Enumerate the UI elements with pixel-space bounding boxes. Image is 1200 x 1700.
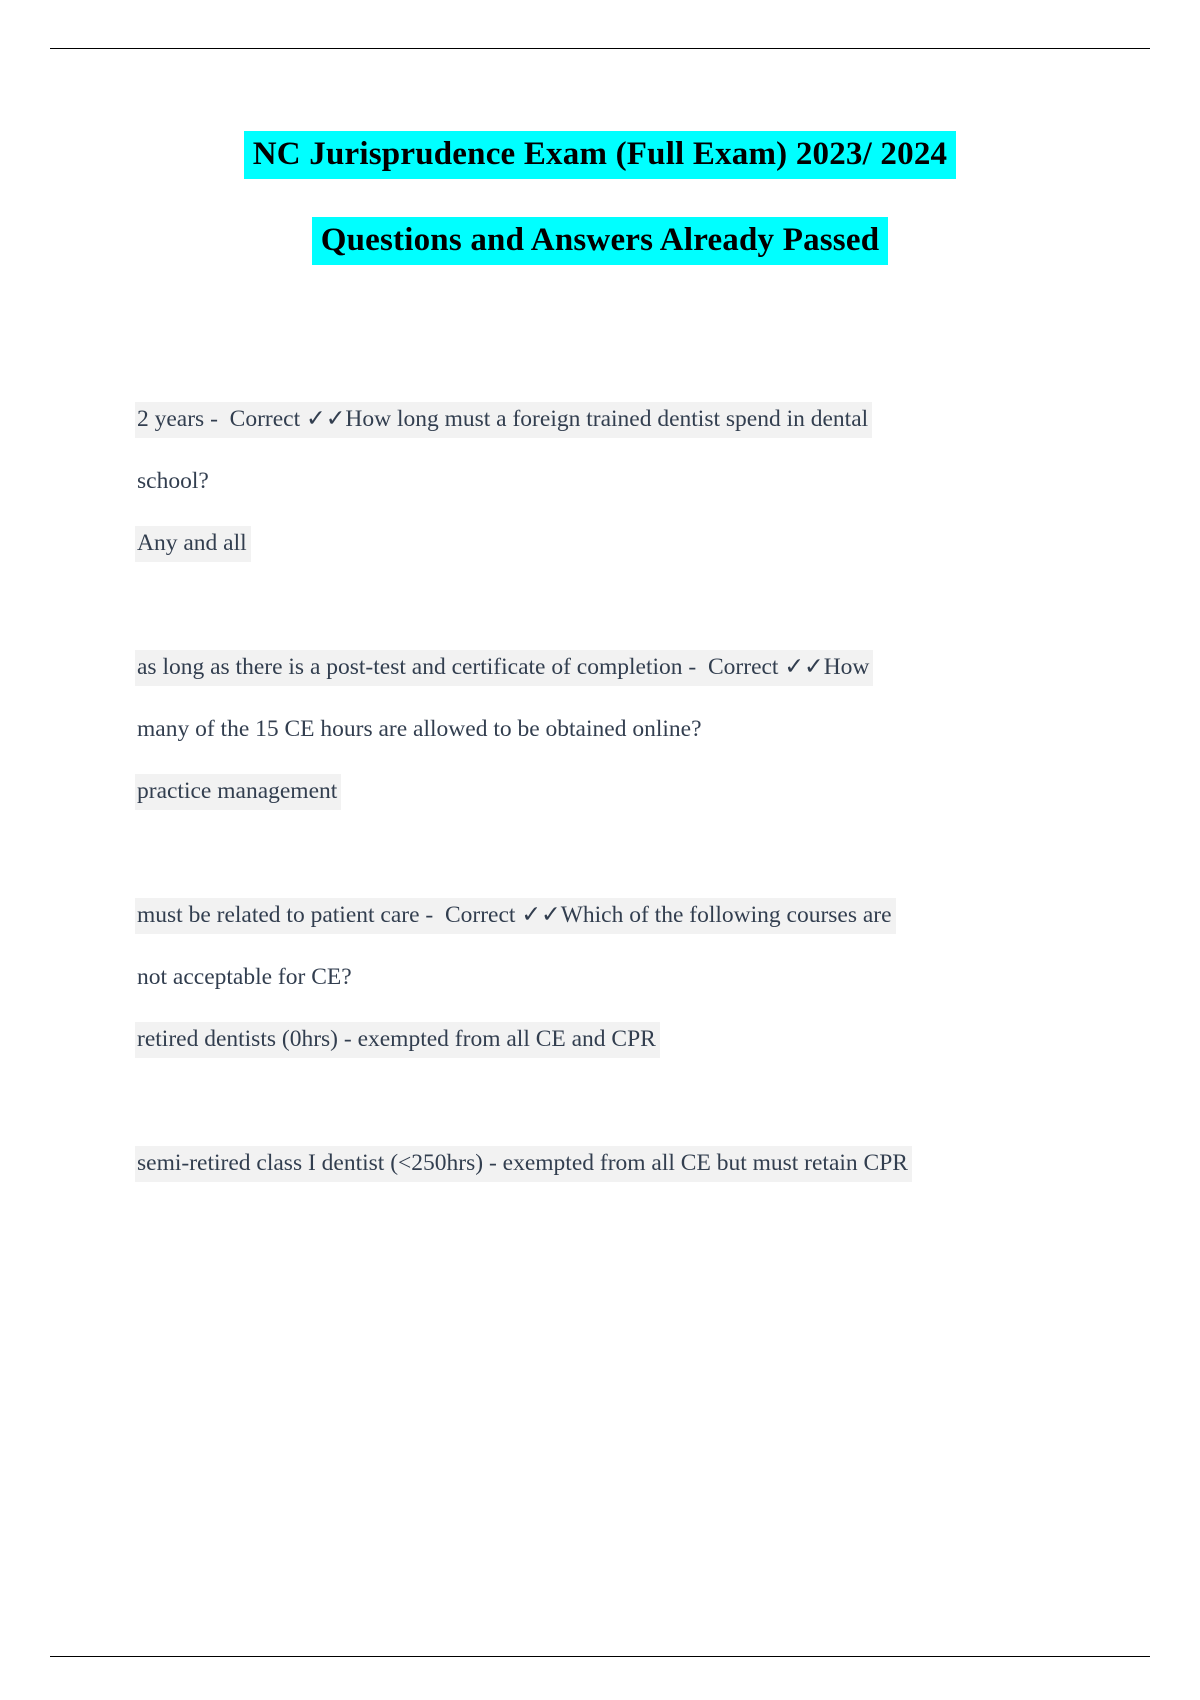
qa-line	[135, 637, 1100, 699]
qa-line-text: practice management	[135, 774, 341, 810]
qa-block	[135, 1133, 1100, 1195]
qa-block	[135, 885, 1100, 1071]
qa-block	[135, 637, 1100, 823]
qa-line-text: Any and all	[135, 526, 251, 562]
qa-line-text: must be related to patient care - Correct ✓✓Which of the following courses are	[135, 898, 896, 934]
qa-line	[135, 699, 1100, 761]
qa-line-text: as long as there is a post-test and certificate of completion - Correct ✓✓How	[135, 650, 873, 686]
qa-line-text: school?	[137, 468, 209, 495]
title-highlight-1: NC Jurisprudence Exam (Full Exam) 2023/ 2024	[244, 131, 956, 179]
qa-line	[135, 885, 1100, 947]
qa-line	[135, 1009, 1100, 1071]
qa-line-text: 2 years - Correct ✓✓How long must a foreign trained dentist spend in dental	[135, 402, 872, 438]
qa-line	[135, 451, 1100, 513]
qa-line-text: many of the 15 CE hours are allowed to be obtained online?	[137, 716, 702, 743]
top-divider	[50, 48, 1150, 49]
qa-content	[135, 389, 1100, 1257]
title-highlight-2: Questions and Answers Already Passed	[312, 217, 889, 265]
qa-line	[135, 513, 1100, 575]
document-title-line-2	[0, 222, 1200, 259]
qa-line-text: not acceptable for CE?	[137, 964, 352, 991]
qa-line	[135, 1133, 1100, 1195]
qa-line-text: retired dentists (0hrs) - exempted from all CE and CPR	[135, 1022, 660, 1058]
document-title-line-1	[0, 136, 1200, 173]
qa-block	[135, 389, 1100, 575]
qa-line	[135, 761, 1100, 823]
qa-line	[135, 389, 1100, 451]
qa-line	[135, 947, 1100, 1009]
qa-line-text: semi-retired class I dentist (<250hrs) - exempted from all CE but must retain CPR	[135, 1146, 912, 1182]
bottom-divider	[50, 1656, 1150, 1657]
